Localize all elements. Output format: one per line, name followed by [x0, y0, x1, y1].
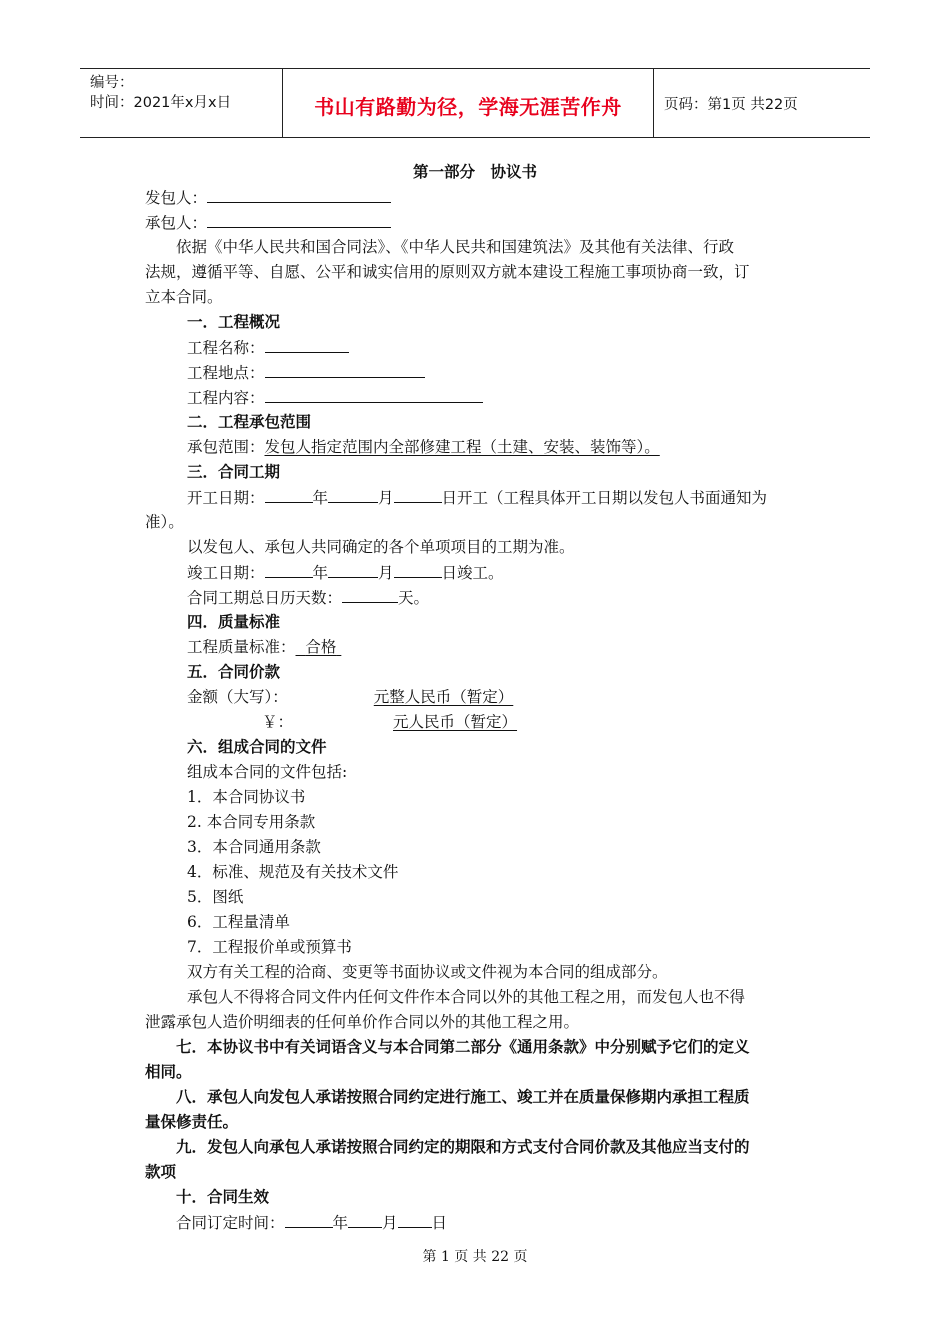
year-text: 年	[332, 1214, 349, 1232]
project-name-line	[187, 336, 349, 359]
total-days-blank	[342, 586, 398, 603]
list-item: 4．标准、规范及有关技术文件	[187, 863, 399, 881]
signing-date-line	[176, 1211, 447, 1234]
project-content-line	[187, 386, 483, 409]
documents-paragraph-2b: 泄露承包人造价明细表的任何单价作合同以外的其他工程之用。	[145, 1013, 580, 1031]
employer-blank	[207, 186, 391, 203]
quality-value	[296, 638, 342, 656]
list-item: 5．图纸	[187, 888, 244, 906]
list-item: 2. 本合同专用条款	[187, 813, 316, 831]
signing-month-blank	[348, 1211, 382, 1228]
contractor-blank	[207, 211, 391, 228]
month-text: 月	[382, 1214, 398, 1232]
header-right-cell	[654, 69, 870, 137]
list-item: 3．本合同通用条款	[187, 838, 321, 856]
page-header	[80, 68, 870, 138]
project-location-label: 工程地点：	[187, 364, 265, 382]
intro-line-2: 法规，遵循平等、自愿、公平和诚实信用的原则双方就本建设工程施工事项协商一致，订	[145, 263, 750, 281]
amount-words-label: 金额（大写）：	[187, 688, 288, 706]
total-days-label: 合同工期总日历天数：	[187, 589, 343, 607]
signing-day-blank	[398, 1211, 432, 1228]
code-label: 编号：	[90, 75, 134, 91]
start-day-blank	[394, 486, 442, 503]
quality-value-text: 合格	[305, 638, 337, 656]
section-8-line-1: 八．承包人向发包人承诺按照合同约定进行施工、竣工并在质量保修期内承担工程质	[176, 1088, 750, 1106]
section-9-line-2: 款项	[145, 1163, 177, 1181]
page-info: 页码：第1页 共22页	[664, 97, 798, 113]
page-title: 第一部分 协议书	[412, 163, 537, 181]
section-10-heading: 十．合同生效	[176, 1188, 270, 1206]
start-year-blank	[265, 486, 313, 503]
documents-paragraph-2a: 承包人不得将合同文件内任何文件作本合同以外的其他工程之用，而发包人也不得	[187, 988, 746, 1006]
scope-label: 承包范围：	[187, 438, 265, 456]
project-content-blank	[265, 386, 483, 403]
project-name-blank	[265, 336, 349, 353]
time-label: 时间：2021年x月x日	[90, 95, 232, 111]
amount-words-text: 元整人民币（暂定）	[373, 688, 514, 706]
intro-line-1: 依据《中华人民共和国合同法》、《中华人民共和国建筑法》及其他有关法律、行政	[176, 238, 735, 256]
header-middle-cell	[283, 69, 654, 137]
employer-label: 发包人：	[145, 189, 208, 207]
year-text: 年	[312, 489, 329, 507]
section-3-heading: 三．合同工期	[187, 463, 281, 481]
signing-year-blank	[285, 1211, 333, 1228]
header-left-cell	[80, 69, 283, 137]
documents-paragraph-1: 双方有关工程的洽商、变更等书面协议或文件视为本合同的组成部分。	[187, 963, 668, 981]
schedule-note: 以发包人、承包人共同确定的各个单项项目的工期为准。	[187, 538, 575, 556]
amount-yen-text: 元人民币（暂定）	[393, 713, 518, 731]
section-7-line-2: 相同。	[145, 1063, 192, 1081]
project-name-label: 工程名称：	[187, 339, 265, 357]
start-date-label: 开工日期：	[187, 489, 265, 507]
section-7-line-1: 七．本协议书中有关词语含义与本合同第二部分《通用条款》中分别赋予它们的定义	[176, 1038, 750, 1056]
project-content-label: 工程内容：	[187, 389, 265, 407]
signing-date-label: 合同订定时间：	[176, 1214, 285, 1232]
section-4-heading: 四．质量标准	[187, 613, 281, 631]
employer-line	[145, 186, 391, 209]
start-date-tail-2: 准）。	[145, 513, 184, 531]
section-5-heading: 五．合同价款	[187, 663, 281, 681]
contractor-line	[145, 211, 391, 234]
section-6-heading: 六．组成合同的文件	[187, 738, 327, 756]
month-text: 月	[378, 564, 394, 582]
amount-words-line	[187, 686, 513, 708]
amount-yen-label: ￥：	[262, 713, 294, 731]
scope-value: 发包人指定范围内全部修建工程（土建、安装、装饰等）。	[264, 438, 660, 456]
scope-line	[187, 436, 660, 458]
quality-label: 工程质量标准：	[187, 638, 296, 656]
project-location-line	[187, 361, 425, 384]
month-text: 月	[378, 489, 394, 507]
amount-words-value	[288, 688, 514, 706]
section-8-line-2: 量保修责任。	[145, 1113, 239, 1131]
day-text: 日	[431, 1214, 448, 1232]
list-item: 7．工程报价单或预算书	[187, 938, 352, 956]
quality-line	[187, 636, 341, 658]
section-2-heading: 二．工程承包范围	[187, 413, 312, 431]
start-date-tail: 日开工（工程具体开工日期以发包人书面通知为	[441, 489, 768, 507]
start-month-blank	[328, 486, 378, 503]
intro-line-3: 立本合同。	[145, 288, 223, 306]
motto: 书山有路勤为径，学海无涯苦作舟	[314, 95, 622, 119]
year-text: 年	[312, 564, 329, 582]
amount-yen-line	[262, 711, 517, 733]
amount-yen-value	[293, 713, 517, 731]
documents-intro: 组成本合同的文件包括:	[187, 763, 348, 781]
finish-day-blank	[394, 561, 442, 578]
finish-year-blank	[265, 561, 313, 578]
section-1-heading: 一．工程概况	[187, 313, 281, 331]
finish-date-label: 竣工日期：	[187, 564, 265, 582]
finish-date-line	[187, 561, 504, 584]
list-item: 6．工程量清单	[187, 913, 290, 931]
project-location-blank	[265, 361, 425, 378]
contractor-label: 承包人：	[145, 214, 208, 232]
page-footer: 第 1 页 共 22 页	[422, 1249, 528, 1265]
finish-month-blank	[328, 561, 378, 578]
total-days-line	[187, 586, 429, 609]
list-item: 1．本合同协议书	[187, 788, 306, 806]
total-days-unit: 天。	[398, 589, 430, 607]
section-9-line-1: 九．发包人向承包人承诺按照合同约定的期限和方式支付合同价款及其他应当支付的	[176, 1138, 750, 1156]
finish-date-tail: 日竣工。	[441, 564, 504, 582]
start-date-line	[187, 486, 767, 509]
